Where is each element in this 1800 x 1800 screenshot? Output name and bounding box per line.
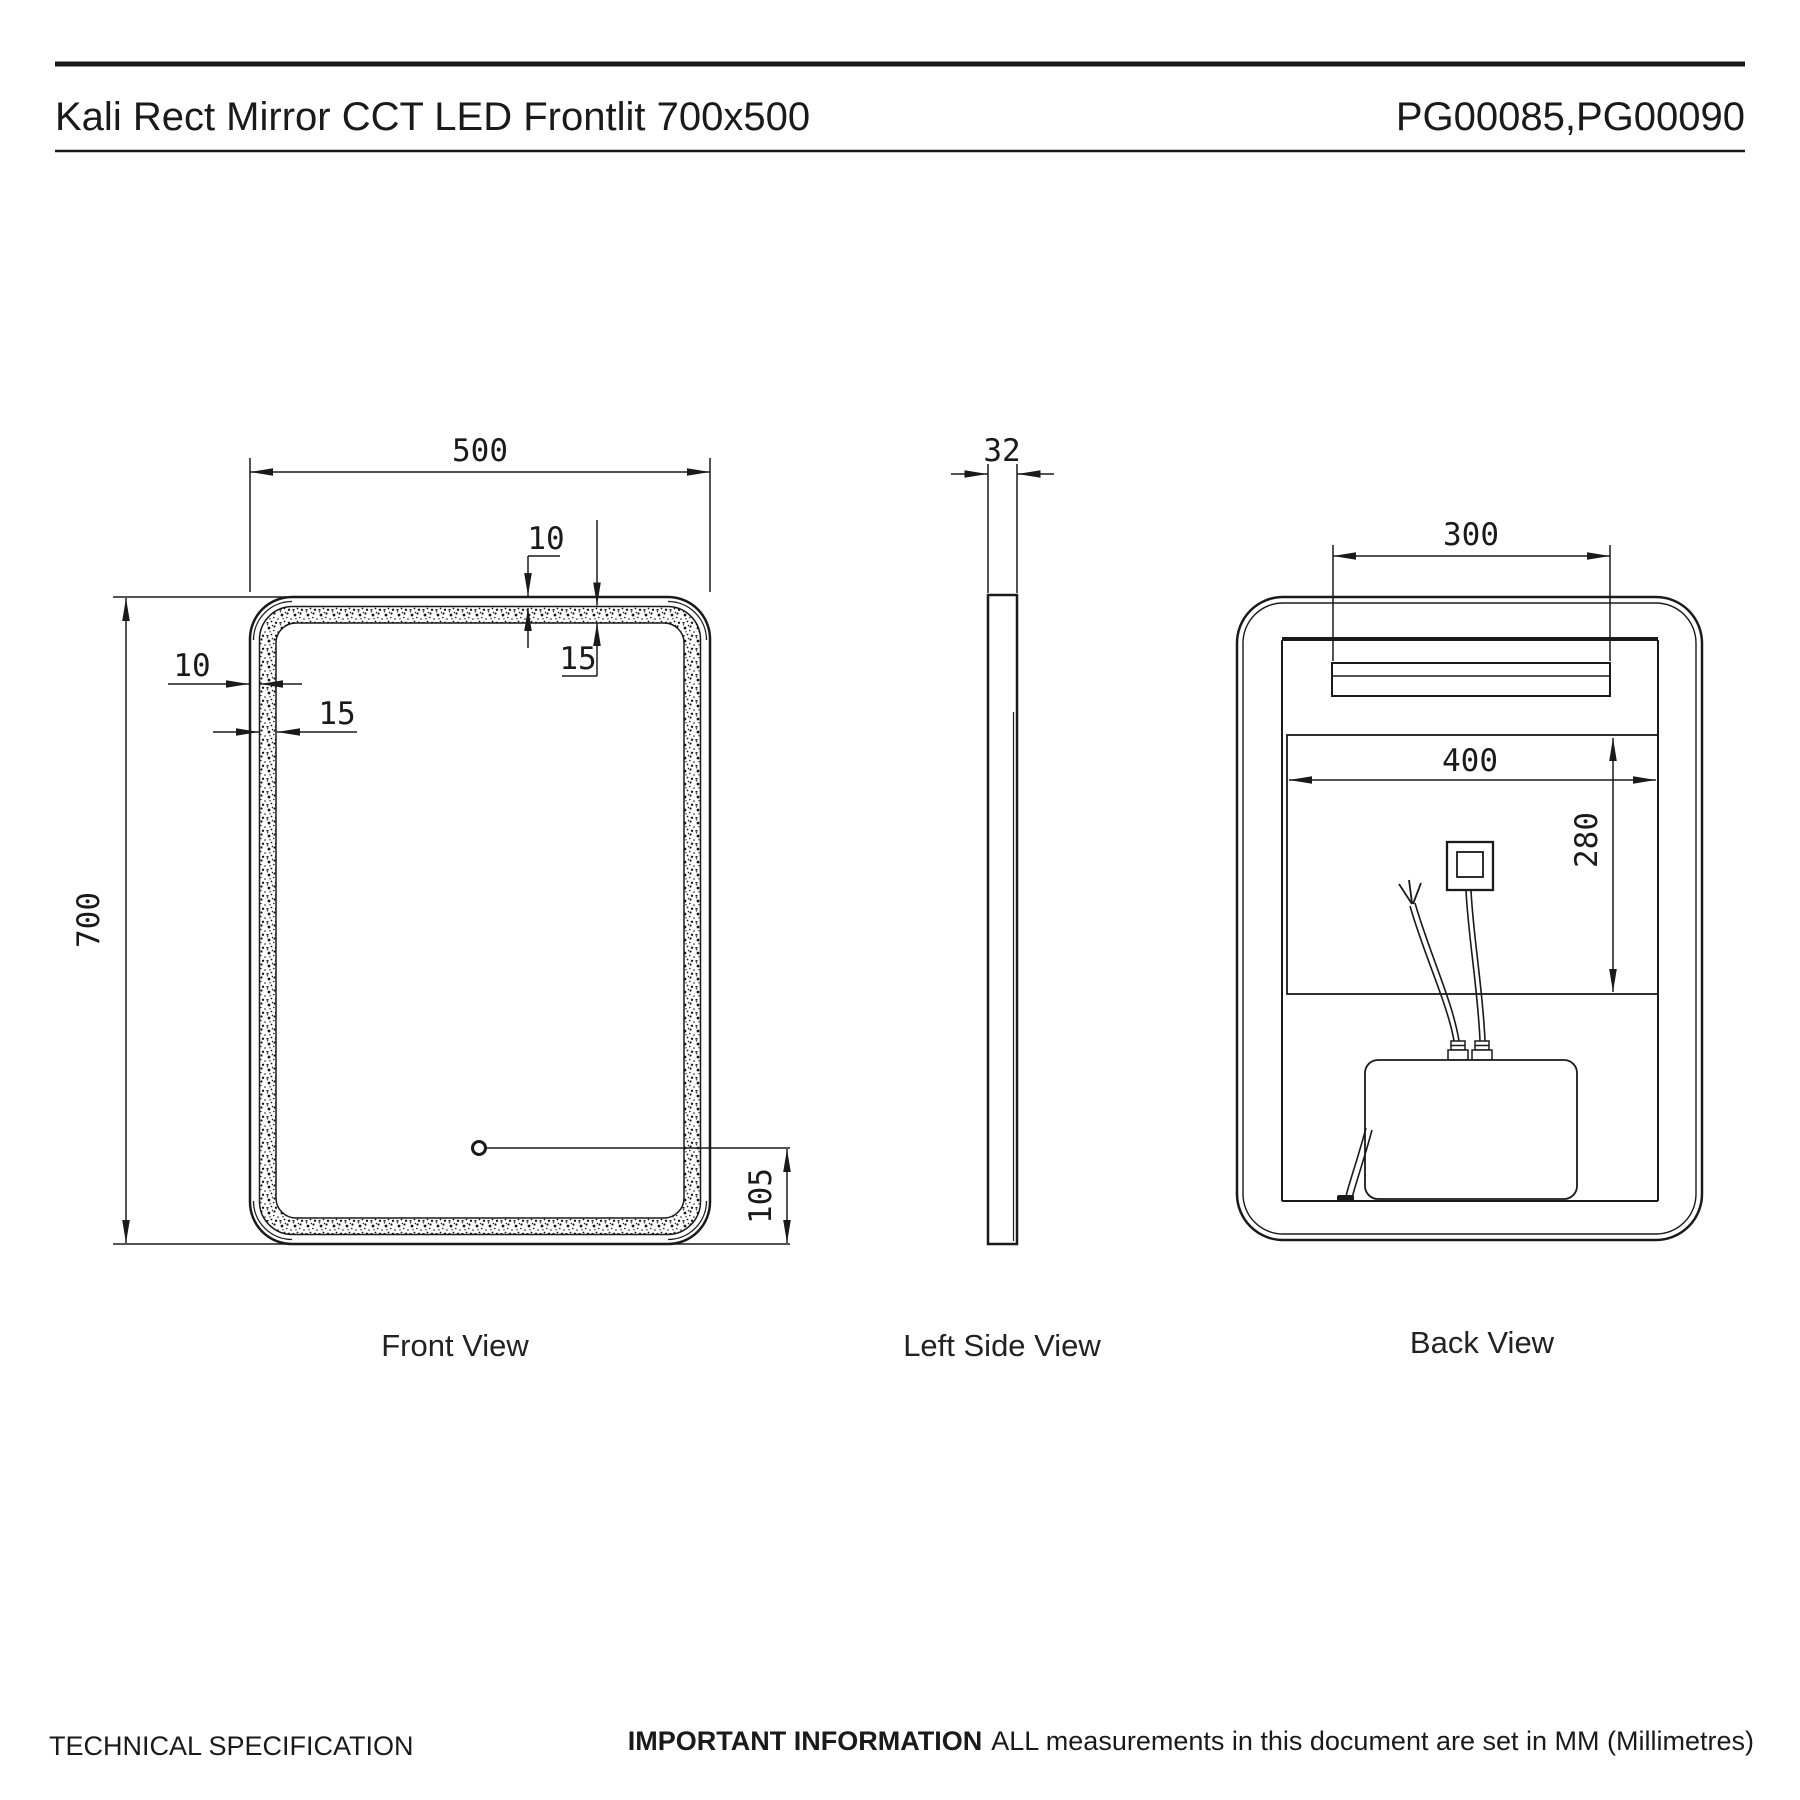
dim-label-400: 400	[1442, 743, 1498, 779]
footer-important-label: IMPORTANT INFORMATION	[627, 1726, 983, 1756]
page-title: Kali Rect Mirror CCT LED Frontlit 700x500	[55, 95, 811, 139]
dim-front-width	[250, 433, 710, 592]
junction-box	[1447, 842, 1493, 890]
led-driver-box	[1365, 1060, 1577, 1199]
dim-label-32: 32	[983, 433, 1021, 469]
dim-label-10-top: 10	[527, 521, 565, 557]
dim-label-10-left: 10	[173, 648, 211, 684]
dim-label-500: 500	[452, 433, 508, 469]
front-view	[71, 433, 790, 1363]
back-view-label: Back View	[1409, 1325, 1555, 1360]
dim-label-15-left: 15	[318, 696, 356, 732]
back-view	[1237, 517, 1702, 1360]
front-view-label: Front View	[381, 1328, 529, 1363]
footer-right-note	[628, 1726, 1754, 1756]
dim-label-300: 300	[1443, 517, 1499, 553]
product-codes: PG00085,PG00090	[1395, 95, 1745, 139]
dim-sensor-offset	[743, 1149, 787, 1243]
dim-side-depth	[951, 433, 1054, 593]
side-profile-outline	[988, 595, 1017, 1244]
left-side-view	[903, 433, 1101, 1363]
dim-label-105: 105	[743, 1168, 779, 1224]
side-view-label: Left Side View	[903, 1328, 1101, 1363]
dim-label-700: 700	[71, 892, 107, 948]
touch-sensor-dot	[473, 1142, 486, 1155]
footer-measurement-note: ALL measurements in this document are set in MM (Millimetres)	[991, 1726, 1754, 1756]
footer	[49, 1726, 1754, 1761]
footer-left-label: TECHNICAL SPECIFICATION	[49, 1731, 414, 1761]
dim-label-280: 280	[1569, 812, 1605, 868]
header	[55, 64, 1745, 151]
dim-label-15-top: 15	[559, 641, 597, 677]
